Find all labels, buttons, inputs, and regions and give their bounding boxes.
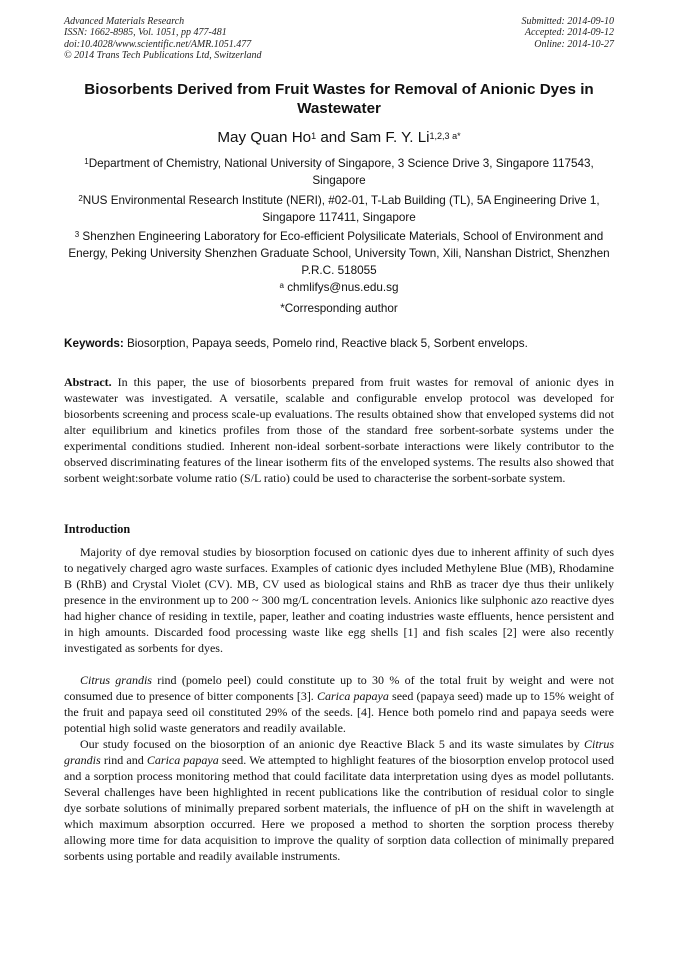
author-name: Sam F. Y. Li — [349, 129, 430, 146]
paragraph-text: Our study focused on the biosorption of an anionic dye Reactive Black 5 and its waste simulates by — [80, 737, 584, 751]
affiliation-mark: 1 — [84, 157, 89, 166]
species-name: Citrus grandis — [64, 737, 614, 767]
online-date: Online: 2014-10-27 — [534, 38, 614, 50]
journal-header-right — [522, 16, 615, 50]
keywords-line — [64, 336, 614, 352]
affiliation-2 — [64, 192, 614, 226]
author-list — [64, 128, 614, 148]
affiliation-mark: 2 — [78, 194, 83, 203]
author-separator: and — [316, 129, 350, 146]
email-line — [64, 279, 614, 296]
abstract-text: In this paper, the use of biosorbents prepared from fruit wastes for removal of anionic dyes in wastewater was investigated. A versatile, scalable and configurable envelop protocol was developed for biosorbents screening and process scale-up evaluations. The results obtained show that enveloped systems did not alter equilibrium and kinetics profiles from those of the standard free sorbent-sorbate systems under the experimental conditions studied. Inherent non-ideal sorbent-sorbate interactions were likely contributor to the observed discriminating features of the linear isotherm fits of the enveloped systems. The results also showed that sorbent weight:sorbate volume ratio (S/L ratio) could be used to characterise the sorbent-sorbate system. — [64, 375, 614, 485]
author-name: May Quan Ho — [217, 129, 312, 146]
species-name: Carica papaya — [146, 753, 219, 767]
keywords-label: Keywords: — [64, 337, 124, 350]
section-heading-introduction: Introduction — [64, 522, 131, 536]
species-name: Carica papaya — [317, 689, 389, 703]
accepted-date: Accepted: 2014-09-12 — [524, 27, 614, 39]
corresponding-author-note: *Corresponding author — [280, 302, 398, 315]
paragraph-text: rind and — [100, 753, 147, 767]
abstract-paragraph — [64, 374, 614, 486]
affiliation-text: Shenzhen Engineering Laboratory for Eco-efficient Polysilicate Materials, School of Environment and Energy, Peking University Shenzhen Graduate School, University Town, Xili, Nanshan District, Shenzhen P.R.C. 518055 — [68, 230, 610, 277]
journal-name: Advanced Materials Research — [64, 16, 185, 27]
submitted-date: Submitted: 2014-09-10 — [521, 16, 614, 27]
affiliation-text: Department of Chemistry, National University of Singapore, 3 Science Drive 3, Singapore 117543, Singapore — [88, 157, 594, 187]
paper-title: Biosorbents Derived from Fruit Wastes for Removal of Anionic Dyes in Wastewater — [84, 81, 594, 117]
paragraph-text: seed. We attempted to highlight features of the biosorption envelop protocol used and a sorption process monitoring method that could facilitate data interpretation using dyes as model pollutants. Several challenges have been highlighted in recent publications like the contribution of residual color to single dye sorbate solutions of minimally prepared sorbent materials, the influence of pH on the shift in wavelength at which maximum absorption occurred. Here we proposed a method to shorten the sorption process thereby allowing more time for data acquisition to improve the quality of sorption data collection of minimally prepared sorbents using portable and readily available instruments. — [64, 753, 614, 863]
paragraph-text: rind (pomelo peel) could constitute up to 30 % of the total fruit by weight and were not consumed due to presence of bitter components [3]. — [64, 673, 614, 703]
email-mark: a — [279, 281, 284, 290]
intro-paragraph-2 — [64, 672, 614, 736]
affiliation-mark: 3 — [74, 230, 80, 239]
affiliation-3 — [64, 228, 614, 279]
author-affiliation-mark: 1,2,3 a* — [429, 131, 461, 141]
issn-line: ISSN: 1662-8985, Vol. 1051, pp 477-481 — [64, 27, 227, 39]
intro-paragraph-1: Majority of dye removal studies by biosorption focused on cationic dyes due to inherent affinity of such dyes to negatively charged agro waste surfaces. Examples of cationic dyes included Methylene Blue (MB), Rhodamine B (RhB) and Crystal Violet (CV). MB, CV used as biological stains and RhB as tracer dye thus their unlikely presence in the environment up to 200 ~ 300 mg/L concentration levels. Anionics like sulphonic azo reactive dyes had higher chance of residing in textile, paper, leather and coating industries waste effluents, hence persistent and in high amounts. Discarded food processing waste like egg shells [1] and fish scales [2] were also recently investigated as sorbents for dyes. — [64, 545, 614, 655]
abstract-label: Abstract. — [64, 375, 112, 389]
intro-paragraph-3 — [64, 736, 614, 864]
species-name: Citrus grandis — [80, 673, 152, 687]
doi-line: doi:10.4028/www.scientific.net/AMR.1051.477 — [64, 38, 252, 50]
author-affiliation-mark: 1 — [311, 131, 317, 141]
affiliation-text: NUS Environmental Research Institute (NERI), #02-01, T-Lab Building (TL), 5A Engineering Drive 1, Singapore 117411, Singapore — [82, 194, 600, 224]
journal-header-left — [64, 16, 262, 62]
affiliation-1 — [64, 155, 614, 189]
copyright-line: © 2014 Trans Tech Publications Ltd, Switzerland — [64, 50, 262, 62]
email-address[interactable]: chmlifys@nus.edu.sg — [283, 281, 399, 294]
keywords-text: Biosorption, Papaya seeds, Pomelo rind, Reactive black 5, Sorbent envelops. — [123, 337, 528, 350]
paragraph-text: seed (papaya seed) made up to 15% weight of the fruit and papaya seed oil constituted 29% of the seeds. [4]. Hence both pomelo rind and papaya seeds were potential high solid waste generators and readily available. — [64, 689, 615, 735]
